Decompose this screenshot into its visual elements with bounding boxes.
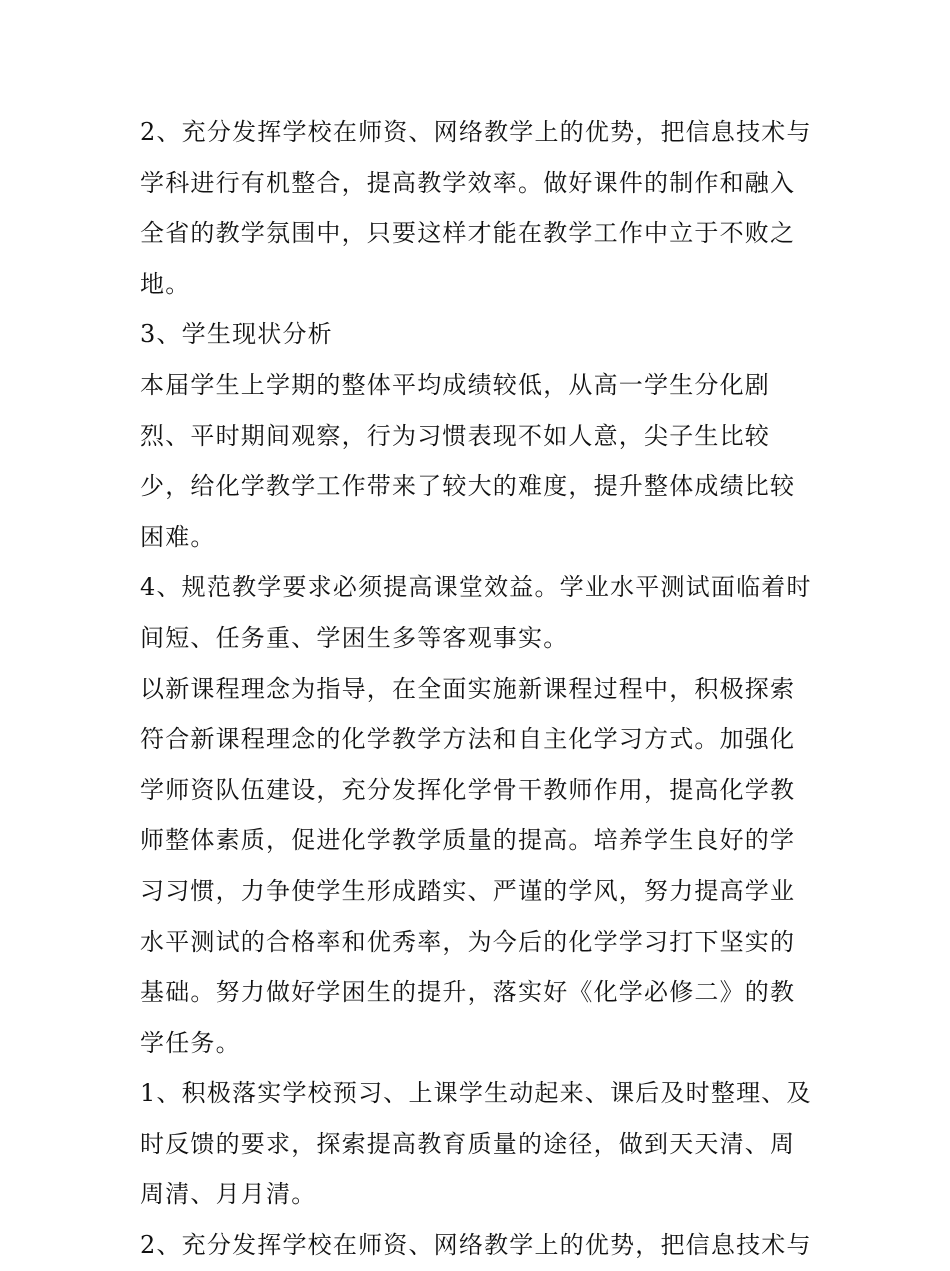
paragraph-2: 3、学生现状分析	[140, 320, 333, 349]
paragraph-5: 以新课程理念为指导，在全面实施新课程过程中，积极探索符合新课程理念的化学教学方法和自主化学习方式。加强化学师资队伍建设，充分发挥化学骨干教师作用，提高化学教师整体素质，促进化学教学质量的提高。培养学生良好的学习习惯，力争使学生形成踏实、严谨的学风，努力提高学业水平测试的合格率和优秀率，为今后的化学学习打下坚实的基础。努力做好学困生的提升，落实好《化学必修二》的教学任务。	[140, 674, 796, 1057]
paragraph-7: 2、充分发挥学校在师资、网络教学上的优势，把信息技术与	[140, 1231, 812, 1260]
paragraph-3: 本届学生上学期的整体平均成绩较低，从高一学生分化剧烈、平时期间观察，行为习惯表现不如人意，尖子生比较少，给化学教学工作带来了较大的难度，提升整体成绩比较困难。	[140, 370, 796, 551]
paragraph-6: 1、积极落实学校预习、上课学生动起来、课后及时整理、及时反馈的要求，探索提高教育质量的途径，做到天天清、周周清、月月清。	[140, 1079, 812, 1209]
document-body	[140, 107, 815, 1271]
paragraph-4: 4、规范教学要求必须提高课堂效益。学业水平测试面临着时间短、任务重、学困生多等客观事实。	[140, 573, 812, 652]
paragraph-1: 2、充分发挥学校在师资、网络教学上的优势，把信息技术与学科进行有机整合，提高教学效率。做好课件的制作和融入全省的教学氛围中，只要这样才能在教学工作中立于不败之地。	[140, 118, 812, 298]
